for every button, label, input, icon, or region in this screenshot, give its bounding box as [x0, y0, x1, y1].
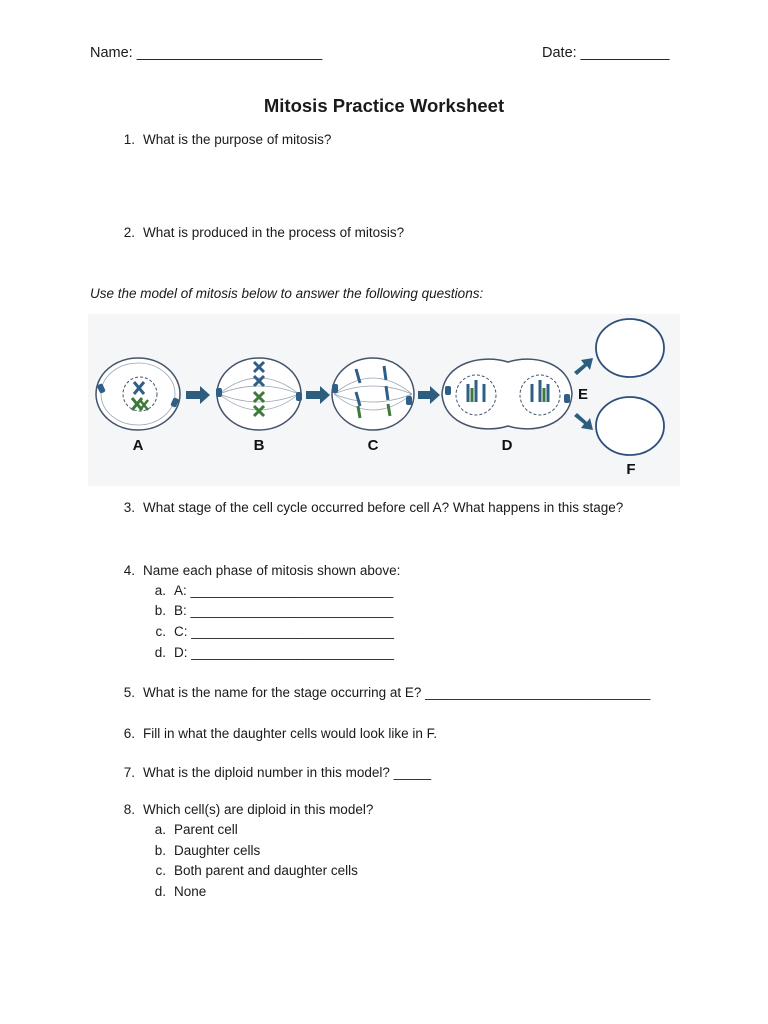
option-letter: b.: [154, 843, 166, 858]
item-letter: c.: [155, 624, 166, 639]
option-text: None: [174, 884, 207, 899]
question-1: [113, 132, 331, 147]
question-text: What is the purpose of mitosis?: [143, 132, 332, 147]
q4-item-c[interactable]: [150, 624, 394, 639]
q4-item-b[interactable]: [150, 603, 393, 618]
question-number: 2.: [123, 225, 135, 240]
question-6: [113, 726, 437, 741]
question-number: 6.: [123, 726, 135, 741]
question-number: 4.: [123, 563, 135, 578]
question-number: 3.: [123, 500, 135, 515]
item-letter: d.: [154, 645, 166, 660]
item-text: D: ___________________________: [174, 645, 394, 660]
item-text: C: ___________________________: [174, 624, 394, 639]
question-number: 1.: [123, 132, 135, 147]
question-4: [113, 563, 400, 578]
q8-option-d[interactable]: [150, 884, 206, 899]
daughter-cell-top: [596, 319, 664, 377]
name-field[interactable]: Name: _______________________: [90, 45, 323, 61]
question-number: 5.: [123, 685, 135, 700]
option-text: Both parent and daughter cells: [174, 863, 358, 878]
question-number: 8.: [123, 802, 135, 817]
cell-d: [442, 359, 572, 429]
label-c: C: [367, 437, 379, 454]
cell-a: [96, 358, 180, 430]
q8-option-a[interactable]: [150, 822, 238, 837]
question-text: Which cell(s) are diploid in this model?: [143, 802, 374, 817]
mitosis-diagram: [88, 314, 680, 486]
label-b: B: [253, 437, 265, 454]
cell-b: [216, 358, 302, 430]
question-text: What is the name for the stage occurring at E? ______________________________: [143, 685, 651, 700]
q8-option-b[interactable]: [150, 843, 260, 858]
option-text: Parent cell: [174, 822, 238, 837]
label-f: F: [626, 461, 636, 478]
question-3: [113, 500, 623, 515]
item-text: B: ___________________________: [174, 603, 394, 618]
instructions: Use the model of mitosis below to answer the following questions:: [90, 286, 484, 301]
question-text: What is produced in the process of mitosis?: [143, 225, 405, 240]
daughter-cell-bottom: [596, 397, 664, 455]
question-2: [113, 225, 404, 240]
label-a: A: [132, 437, 144, 454]
item-letter: a.: [154, 583, 166, 598]
cell-c: [332, 358, 414, 430]
option-letter: d.: [154, 884, 166, 899]
date-field[interactable]: Date: ___________: [542, 45, 670, 61]
question-number: 7.: [123, 765, 135, 780]
label-e: E: [577, 386, 589, 403]
question-5[interactable]: [113, 685, 650, 700]
question-text: What stage of the cell cycle occurred before cell A? What happens in this stage?: [143, 500, 624, 515]
option-letter: c.: [155, 863, 166, 878]
question-text: What is the diploid number in this model? _____: [143, 765, 432, 780]
item-letter: b.: [154, 603, 166, 618]
page-title: Mitosis Practice Worksheet: [263, 95, 505, 116]
question-text: Name each phase of mitosis shown above:: [143, 563, 401, 578]
option-letter: a.: [154, 822, 166, 837]
q4-item-a[interactable]: [150, 583, 393, 598]
question-text: Fill in what the daughter cells would look like in F.: [143, 726, 438, 741]
item-text: A: ___________________________: [174, 583, 394, 598]
question-8: [113, 802, 373, 817]
option-text: Daughter cells: [174, 843, 261, 858]
q4-item-d[interactable]: [150, 645, 394, 660]
q8-option-c[interactable]: [150, 863, 358, 878]
question-7[interactable]: [113, 765, 431, 780]
label-d: D: [501, 437, 513, 454]
